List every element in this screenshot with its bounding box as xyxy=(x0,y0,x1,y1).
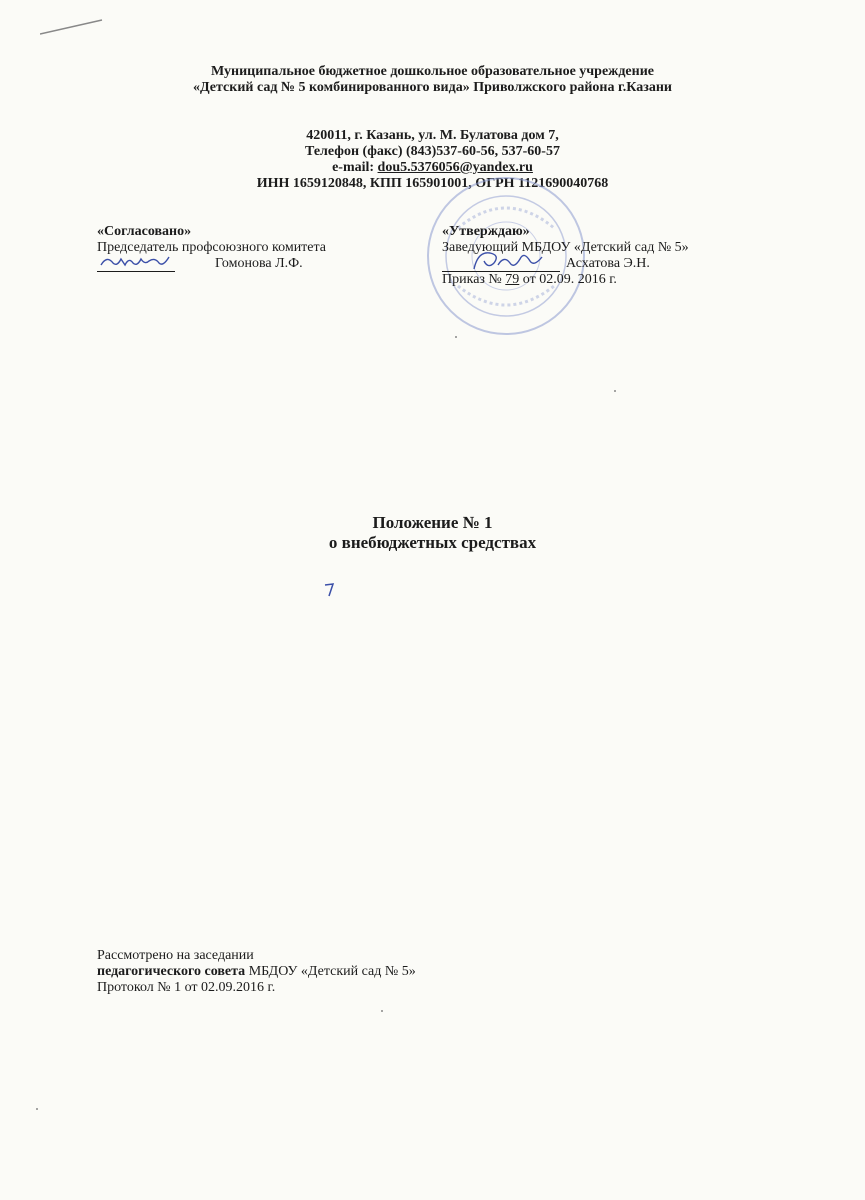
order-number: 79 xyxy=(505,272,520,287)
document-title xyxy=(0,513,865,553)
order-line xyxy=(442,272,762,288)
scan-scratch-mark xyxy=(40,18,110,38)
agreed-block xyxy=(97,224,417,272)
email-label: e-mail: xyxy=(332,160,378,175)
scan-speck xyxy=(455,336,457,338)
review-note xyxy=(97,948,416,996)
scan-speck xyxy=(381,1010,383,1012)
scan-speck xyxy=(36,1108,38,1110)
agreed-signer-name: Гомонова Л.Ф. xyxy=(215,256,303,271)
title-line1: Положение № 1 xyxy=(372,513,493,532)
approved-signature-row xyxy=(442,256,762,272)
handwritten-signature-right xyxy=(444,247,560,273)
review-line2 xyxy=(97,964,416,980)
pen-tick-mark xyxy=(324,582,336,598)
approved-position: Заведующий МБДОУ «Детский сад № 5» xyxy=(442,240,689,255)
org-header xyxy=(0,64,865,96)
email-link[interactable]: dou5.5376056@yandex.ru xyxy=(377,160,533,175)
review-council: педагогического совета xyxy=(97,964,246,979)
handwritten-signature-left xyxy=(99,251,173,271)
order-prefix: Приказ № xyxy=(442,272,506,287)
review-org: МБДОУ «Детский сад № 5» xyxy=(245,964,416,979)
approved-signer-name: Асхатова Э.Н. xyxy=(566,256,650,271)
protocol-line: Протокол № 1 от 02.09.2016 г. xyxy=(97,980,276,995)
org-name-line1: Муниципальное бюджетное дошкольное образовательное учреждение xyxy=(211,64,654,79)
review-line1: Рассмотрено на заседании xyxy=(97,948,254,963)
scan-speck xyxy=(614,390,616,392)
address: 420011, г. Казань, ул. М. Булатова дом 7, xyxy=(306,128,559,143)
approved-heading: «Утверждаю» xyxy=(442,224,530,239)
signature-line-right xyxy=(442,257,560,272)
agreed-position: Председатель профсоюзного комитета xyxy=(97,240,327,255)
signature-line-left xyxy=(97,257,175,272)
org-name-line2: «Детский сад № 5 комбинированного вида» Приволжского района г.Казани xyxy=(192,80,672,95)
agreed-signature-row xyxy=(97,256,417,272)
approved-block xyxy=(442,224,762,288)
agreed-heading: «Согласовано» xyxy=(97,224,192,239)
tax-ids: ИНН 1659120848, КПП 165901001, ОГРН 1121690040768 xyxy=(256,176,609,191)
phone: Телефон (факс) (843)537-60-56, 537-60-57 xyxy=(305,144,560,159)
order-date: от 02.09. 2016 г. xyxy=(519,272,617,287)
title-line2: о внебюджетных средствах xyxy=(328,533,537,552)
